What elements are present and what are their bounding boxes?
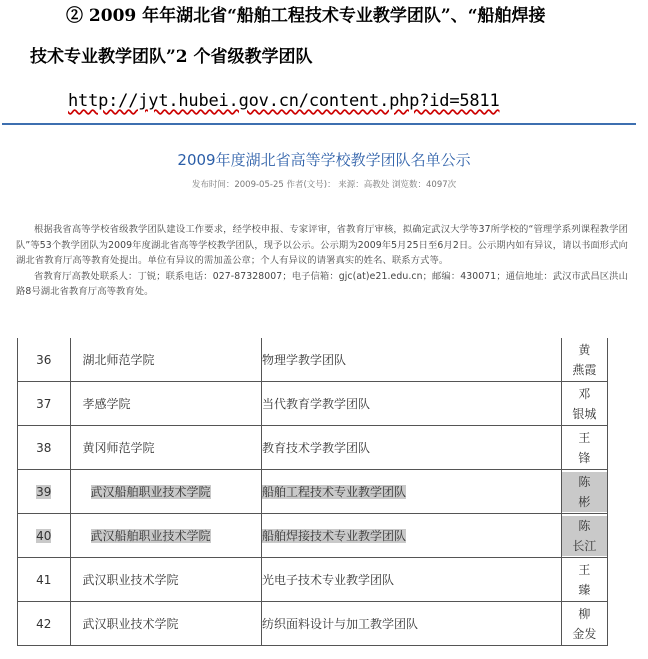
school-cell xyxy=(70,514,262,558)
team-cell xyxy=(262,558,562,602)
leader-name-part-1: 王 xyxy=(578,562,591,577)
leader-name-part-1: 陈 xyxy=(562,472,607,492)
heading-line-1: ② 2009 年年湖北省“船舶工程技术专业教学团队”、“船舶焊接 xyxy=(66,6,546,26)
row-number-cell xyxy=(18,514,71,558)
table-row xyxy=(18,602,608,646)
table-row xyxy=(18,514,608,558)
school-name: 孝感学院 xyxy=(82,397,131,411)
school-name: 武汉船舶职业技术学院 xyxy=(90,528,211,543)
team-name: 纺织面料设计与加工教学团队 xyxy=(262,617,419,631)
team-cell xyxy=(262,426,562,470)
table-row xyxy=(18,382,608,426)
snapshot-title: 2009年度湖北省高等学校教学团队名单公示 xyxy=(177,151,471,169)
table-row xyxy=(18,426,608,470)
school-cell xyxy=(70,382,262,426)
school-cell xyxy=(70,426,262,470)
school-cell xyxy=(70,602,262,646)
announcement-paragraph-1: 根据我省高等学校省级教学团队建设工作要求，经学校申报、专家评审，省教育厅审核，拟确定武汉大学等37所学校的“管理学系列课程教学团队”等53个教学团队为2009年度湖北省高等学校教学团队，现予以公示。公示期为2009年5月25日至6月2日。公示期内如有异议，请以书面形式向湖北省教育厅高等教育处提出。单位有异议的需加盖公章；个人有异议的请署真实的姓名、联系方式等。 xyxy=(16,224,628,266)
leader-cell xyxy=(561,426,607,470)
table-row xyxy=(18,470,608,514)
leader-cell xyxy=(561,470,607,514)
leader-cell xyxy=(561,514,607,558)
leader-name-part-2: 臻 xyxy=(578,582,591,597)
row-number: 41 xyxy=(36,572,52,587)
school-name: 湖北师范学院 xyxy=(82,353,155,367)
row-number-cell xyxy=(18,426,71,470)
row-number-cell xyxy=(18,382,71,426)
table-row xyxy=(18,558,608,602)
row-number-cell xyxy=(18,338,71,382)
row-number: 36 xyxy=(36,352,52,367)
leader-name-part-2: 金发 xyxy=(572,626,597,641)
school-name: 武汉职业技术学院 xyxy=(82,573,179,587)
leader-name-part-1: 陈 xyxy=(562,516,607,536)
school-name: 武汉船舶职业技术学院 xyxy=(90,484,211,499)
team-name: 船舶焊接技术专业教学团队 xyxy=(262,529,407,543)
team-name: 物理学教学团队 xyxy=(262,353,347,367)
row-number-cell xyxy=(18,470,71,514)
leader-name-part-2: 长江 xyxy=(562,536,607,556)
leader-name-part-1: 柳 xyxy=(578,606,591,621)
team-cell xyxy=(262,602,562,646)
leader-name-part-1: 黄 xyxy=(578,342,591,357)
leader-name-part-1: 邓 xyxy=(578,386,591,401)
leader-cell xyxy=(561,602,607,646)
leader-cell xyxy=(561,558,607,602)
leader-name-part-2: 银城 xyxy=(572,406,597,421)
row-number-cell xyxy=(18,558,71,602)
school-cell xyxy=(70,470,262,514)
team-name: 教育技术学教学团队 xyxy=(262,441,371,455)
team-cell xyxy=(262,338,562,382)
row-number: 37 xyxy=(36,396,52,411)
row-number: 39 xyxy=(36,484,52,499)
team-name: 当代教育学教学团队 xyxy=(262,397,371,411)
leader-name-part-2: 彬 xyxy=(562,492,607,512)
source-url-link[interactable] xyxy=(68,91,500,111)
table-row xyxy=(18,338,608,382)
leader-cell xyxy=(561,382,607,426)
school-name: 黄冈师范学院 xyxy=(82,441,155,455)
school-name: 武汉职业技术学院 xyxy=(82,617,179,631)
row-number: 42 xyxy=(36,616,52,631)
announcement-body xyxy=(16,222,628,300)
snapshot-meta: 发布时间：2009-05-25 作者(文号)： 来源：高教处 浏览数：4097次 xyxy=(191,180,457,190)
team-name: 光电子技术专业教学团队 xyxy=(262,573,395,587)
team-cell xyxy=(262,470,562,514)
announcement-paragraph-2: 省教育厅高教处联系人：丁锐；联系电话：027-87328007；电子信箱：gjc(at)e21.edu.cn；邮编：430071；通信地址：武汉市武昌区洪山路8号湖北省教育厅高等教育处。 xyxy=(16,270,628,297)
source-url-text[interactable]: http://jyt.hubei.gov.cn/content.php?id=5811 xyxy=(68,91,500,111)
leader-name-part-1: 王 xyxy=(578,430,591,445)
heading-line-2: 技术专业教学团队”2 个省级教学团队 xyxy=(30,47,313,67)
team-name: 船舶工程技术专业教学团队 xyxy=(262,485,407,499)
row-number: 40 xyxy=(36,528,52,543)
leader-name-part-2: 锋 xyxy=(578,450,591,465)
leader-name-part-2: 燕霞 xyxy=(572,362,597,377)
team-list-table xyxy=(17,338,608,646)
row-number-cell xyxy=(18,602,71,646)
snapshot-top-rule xyxy=(2,123,636,125)
team-cell xyxy=(262,514,562,558)
row-number: 38 xyxy=(36,440,52,455)
school-cell xyxy=(70,558,262,602)
leader-cell xyxy=(561,338,607,382)
school-cell xyxy=(70,338,262,382)
team-cell xyxy=(262,382,562,426)
